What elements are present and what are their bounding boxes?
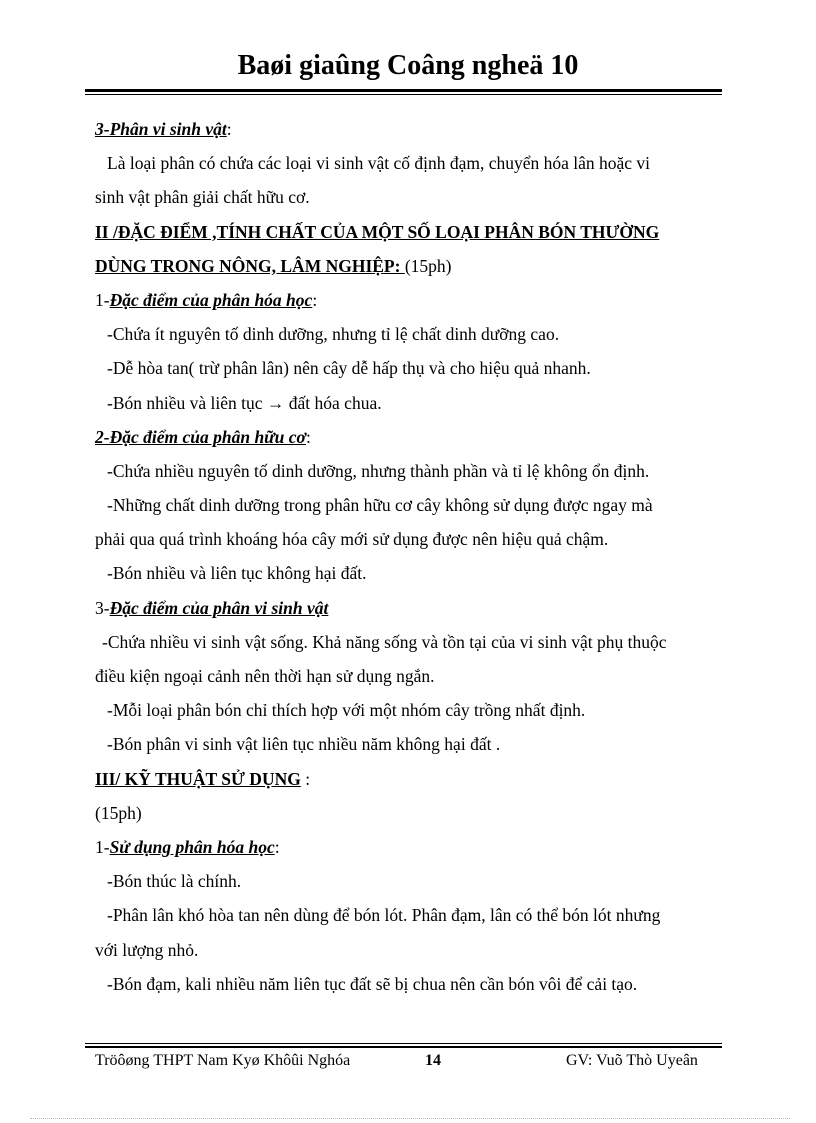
section-heading-text: II /ĐẶC ĐIỂM ,TÍNH CHẤT CỦA MỘT SỐ LOẠI PHÂN BÓN THƯỜNG (95, 221, 660, 242)
footer-teacher: GV: Vuõ Thò Uyeân (566, 1052, 698, 1069)
page-edge-divider (30, 1118, 790, 1119)
bullet-line (95, 386, 715, 420)
section-heading-ii-cont (95, 249, 715, 283)
subheading-colon: : (305, 426, 311, 447)
subheading-text: Sử dụng phân hóa học (109, 836, 275, 857)
section-heading-colon: : (300, 768, 311, 789)
heading-colon: : (226, 119, 232, 139)
subheading-number: 3- (95, 597, 110, 618)
time-note: (15ph) (404, 255, 452, 276)
bullet-line: -Bón đạm, kali nhiều năm liên tục đất sẽ bị chua nên cần bón vôi để cải tạo. (107, 973, 638, 994)
subheading-phan-vi-sinh-vat (95, 591, 715, 625)
arrow-icon: → (266, 392, 285, 413)
header-rule-thick (85, 89, 722, 92)
heading-phan-vi-sinh-vat (95, 112, 715, 146)
subheading-text: Đặc điểm của phân hóa học (109, 289, 313, 310)
subheading-phan-hoa-hoc (95, 283, 715, 317)
section-heading-text: III/ KỸ THUẬT SỬ DỤNG (95, 768, 301, 789)
subheading-text: Đặc điểm của phân vi sinh vật (109, 597, 329, 618)
subheading-number: 1- (95, 836, 110, 857)
paragraph-line: sinh vật phân giải chất hữu cơ. (95, 187, 310, 208)
paragraph-line: với lượng nhỏ. (95, 939, 199, 960)
section-heading-iii (95, 762, 715, 796)
subheading-phan-huu-co (95, 420, 715, 454)
subheading-su-dung-phan-hoa-hoc (95, 830, 715, 864)
footer-school: Tröôøng THPT Nam Kyø Khôûi Nghóa (95, 1052, 351, 1069)
bullet-line: -Phân lân khó hòa tan nên dùng để bón lót. Phân đạm, lân có thể bón lót nhưng (107, 905, 661, 926)
bullet-line: -Chứa nhiều nguyên tố dinh dưỡng, nhưng thành phần và tỉ lệ không ổn định. (107, 460, 650, 481)
header-rule-thin (85, 94, 722, 95)
bullet-line: -Những chất dinh dưỡng trong phân hữu cơ cây không sử dụng được ngay mà (107, 495, 653, 516)
bullet-text: -Bón nhiều và liên tục (107, 392, 267, 413)
subheading-number: 1- (95, 289, 110, 310)
bullet-line: -Bón phân vi sinh vật liên tục nhiều năm không hại đất . (107, 734, 501, 755)
paragraph-line: Là loại phân có chứa các loại vi sinh vật cố định đạm, chuyển hóa lân hoặc vi (107, 153, 651, 174)
subheading-text: 2-Đặc điểm của phân hữu cơ (95, 426, 306, 447)
paragraph-line: điều kiện ngoại cảnh nên thời hạn sử dụng ngắn. (95, 666, 435, 686)
footer-page-number: 14 (425, 1052, 441, 1069)
time-note: (15ph) (95, 802, 142, 823)
footer-rule-thick (85, 1046, 722, 1048)
subheading-colon: : (312, 289, 318, 310)
bullet-text: đất hóa chua. (284, 392, 382, 413)
paragraph-line: phải qua quá trình khoáng hóa cây mới sử dụng được nên hiệu quả chậm. (95, 529, 609, 550)
footer-rule-thin (85, 1043, 722, 1044)
bullet-line: -Mỗi loại phân bón chỉ thích hợp với một nhóm cây trồng nhất định. (107, 700, 586, 721)
bullet-line: -Bón thúc là chính. (107, 871, 242, 892)
heading-text: 3-Phân vi sinh vật (95, 119, 227, 139)
page-header-title: Baøi giaûng Coâng ngheä 10 (237, 50, 579, 81)
bullet-line: -Chứa ít nguyên tố dinh dưỡng, nhưng tỉ lệ chất dinh dưỡng cao. (107, 324, 560, 345)
bullet-line: -Dễ hòa tan( trừ phân lân) nên cây dễ hấp thụ và cho hiệu quả nhanh. (107, 358, 591, 379)
section-heading-text: DÙNG TRONG NÔNG, LÂM NGHIỆP: (95, 255, 405, 276)
subheading-colon: : (274, 836, 280, 857)
section-heading-ii (95, 215, 715, 249)
document-body (95, 112, 715, 1001)
bullet-line: -Bón nhiều và liên tục không hại đất. (107, 563, 367, 584)
bullet-line: -Chứa nhiều vi sinh vật sống. Khả năng sống và tồn tại của vi sinh vật phụ thuộc (102, 631, 667, 652)
